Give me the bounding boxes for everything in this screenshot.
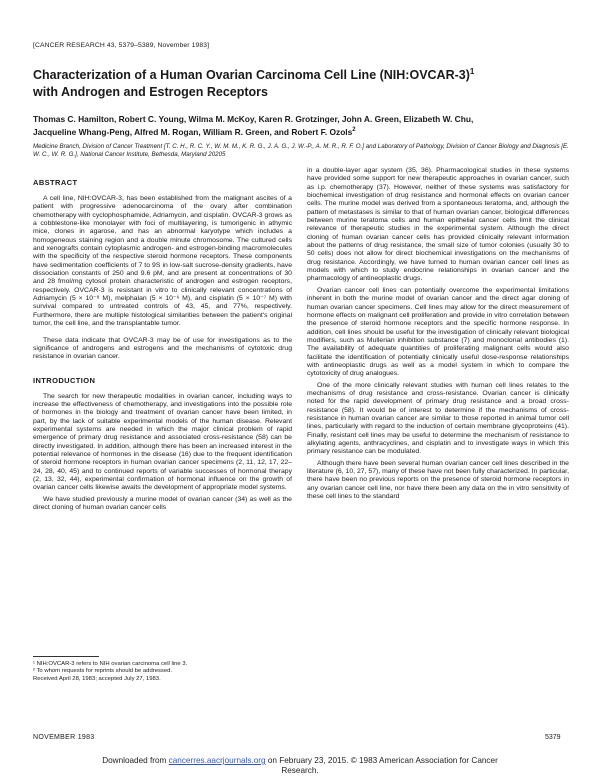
title-footnote-mark: 1 — [469, 67, 475, 76]
download-suffix: on February 23, 2015. © 1983 American Association for Cancer — [265, 756, 498, 765]
received-date: Received April 28, 1983; accepted July 27, 1983. — [33, 675, 161, 682]
right-column — [307, 167, 569, 501]
footnote-2: ² To whom requests for reprints should be addressed. — [33, 668, 173, 675]
footnote-1: ¹ NIH:OVCAR-3 refers to NIH ovarian carcinoma cell line 3. — [33, 661, 188, 667]
title-main: Characterization of a Human Ovarian Carcinoma Cell Line (NIH:OVCAR-3) — [33, 68, 470, 83]
issue-date: NOVEMBER 1983 — [33, 734, 95, 741]
author-footnote-mark: 2 — [352, 126, 356, 133]
download-line2: Research. — [281, 765, 319, 775]
footnotes — [33, 656, 292, 683]
abstract-paragraph-2: These data indicate that OVCAR-3 may be of use for investigations as to the significance of androgens and estrogens and the mechanisms of cytotoxic drug resistance in ovarian cancer. — [33, 336, 292, 361]
page-number: 5379 — [545, 734, 561, 741]
abstract-heading: ABSTRACT — [33, 178, 78, 187]
running-header: [CANCER RESEARCH 43, 5379–5389, November 1983] — [33, 42, 210, 49]
authors-line2: Jacqueline Whang-Peng, Alfred M. Rogan, William R. Green, and Robert F. Ozols — [33, 126, 353, 137]
title-line2: with Androgen and Estrogen Receptors — [33, 85, 268, 100]
left-column — [33, 178, 292, 512]
journal-link[interactable]: cancerres.aacrjournals.org — [168, 756, 266, 765]
right-paragraph-4: Although there have been several human ovarian cancer cell lines described in the literature (6, 10, 27, 57), many of these have not been fully characterized. In particular, there have been no previous reports on the presence of steroid hormone receptors in any ovarian cancer cell line, nor have there been any data on the in vitro sensitivity of these cell lines to the standard — [307, 459, 569, 501]
affiliation: Medicine Branch, Division of Cancer Treatment [T. C. H., R. C. Y., W. M. M., K. R. G., J. A. G., J. W.-P., A. M. R., R. F. O.] and Laboratory of Pathology, Division of Cancer Biology and Diagnosis [E. W. C., W. R. G.], National Cancer Institute, Bethesda, Maryland 20205 — [33, 143, 569, 158]
right-paragraph-3: One of the more clinically relevant studies with human cell lines relates to the mechanisms of drug resistance and cross-resistance. Ovarian cancer is clinically noted for the rapid development of primary drug resistance and a broad cross-resistance (58). It would be of interest to determine if the mechanisms of cross-resistance in human ovarian cancer are similar to those reported in animal tumor cell lines, particularly with regard to the induction of certain membrane glycoproteins (41). Finally, resistant cell lines may be useful to determine the mechanism of resistance to alkylating agents, anthracyclines, and cisplatin and to investigate ways in which this primary resistance can be modulated. — [307, 381, 569, 456]
download-prefix: Downloaded from — [102, 756, 169, 765]
article-title — [33, 63, 553, 101]
authors-line1: Thomas C. Hamilton, Robert C. Young, Wilma M. McKoy, Karen R. Grotzinger, John A. Green, Elizabeth W. Chu, — [33, 114, 474, 124]
right-paragraph-2: Ovarian cancer cell lines can potentially overcome the experimental limitations inherent in both the murine model of ovarian cancer and the direct agar cloning of human ovarian cancer specimens. Cell lines may allow for the direct measurement of hormone effects on malignant cell proliferation and provide in vitro correlation between the presence of steroid hormone receptors and the specific hormone response. In addition, cell lines should be useful for the investigation of clinically relevant biological modifiers, such as Mullerian inhibition substance (7) and monoclonal antibodies (1). The availability of adequate quantities of proliferating malignant cells would also facilitate the identification of potentially clinically useful dose-response relationships with antineoplastic drugs as well as a model system in which to compare the cytotoxicity of drug analogues. — [307, 286, 569, 378]
right-paragraph-1: in a double-layer agar system (35, 36). Pharmacological studies in these systems have provided some support for new therapeutic approaches in ovarian cancer, such as i.p. chemotherapy (37). However, neither of these systems was satisfactory for biochemical investigation of drug resistance and hormonal effects on ovarian cancer cells. The murine model was derived from a spontaneous teratoma, and, although the pattern of metastases is similar to that of human ovarian cancer, biological differences between murine teratoma cells and human epithelial cancer cells limit the clinical relevance of therapeutic studies in the experimental system. Although the direct cloning of human ovarian cancer cells has provided clinically relevant information about the patterns of drug resistance, the small size of tumor colonies (usually 30 to 50 cells) does not allow for direct biochemical investigations on the mechanisms of drug resistance. Accordingly, we have turned to human ovarian cancer cell lines as models with which to study endocrine relationships in ovarian cancer and the pharmacology of antineoplastic drugs. — [307, 167, 569, 283]
introduction-paragraph-1: The search for new therapeutic modalities in ovarian cancer, including ways to increase the effectiveness of chemotherapy, and investigations into the possible role of hormones in the biology and treatment of ovarian cancer have been limited, in part, by the lack of suitable experimental models of the human disease. Relevant experimental systems are needed in which the major clinical problem of rapid emergence of primary drug resistance and associated cross-resistance (58) can be directly investigated. In addition, although there has been an increased interest in the potential relevance of hormones in the disease (16) due to the frequent identification of steroid hormone receptors in human ovarian cancer specimens (2, 11, 12, 17, 22–24, 28, 40, 45) and to continued reports of variable successes of hormonal therapy (2, 13, 32, 44), experimental confirmation of hormonal influence on the growth of ovarian cancer cells likewise awaits the development of appropriate model systems. — [33, 392, 292, 492]
download-notice — [0, 756, 600, 775]
author-list — [33, 114, 573, 137]
abstract-paragraph-1: A cell line, NIH:OVCAR-3, has been established from the malignant ascites of a patient with progressive adenocarcinoma of the ovary after combination chemotherapy with cyclophosphamide, Adriamycin, and cisplatin. OVCAR-3 grows as a cobblestone-like monolayer with foci of multilayering, is tumorigenic in athymic mice, clones in agarose, and has an abnormal karyotype which includes a homogeneous staining region and a double minute chromosome. The cultured cells and xenografts contain cytoplasmic androgen- and estrogen-binding macromolecules with the specificity of the respective steroid hormone receptors. These components have sedimentation coefficients of 7 to 9S in low-salt sucrose-density gradients, have dissociation constants of 250 and 9.6 pM, and are present at concentrations of 30 and 28 fmol/mg cytosol protein characteristic of androgen and estrogen receptors, respectively. OVCAR-3 is resistant in vitro to clinically relevant concentrations of Adriamycin (5 × 10⁻⁸ M), melphalan (5 × 10⁻⁶ M), and cisplatin (5 × 10⁻⁷ M) with survival compared to untreated controls of 43, 45, and 77%, respectively. Furthermore, there are multiple histological similarities between the patient's original tumor, the cell line, and the transplantable tumor. — [33, 195, 292, 328]
introduction-heading: INTRODUCTION — [33, 375, 96, 385]
footnote-rule — [33, 656, 99, 657]
introduction-paragraph-2: We have studied previously a murine model of ovarian cancer (34) as well as the direct cloning of human ovarian cancer cells — [33, 495, 292, 511]
